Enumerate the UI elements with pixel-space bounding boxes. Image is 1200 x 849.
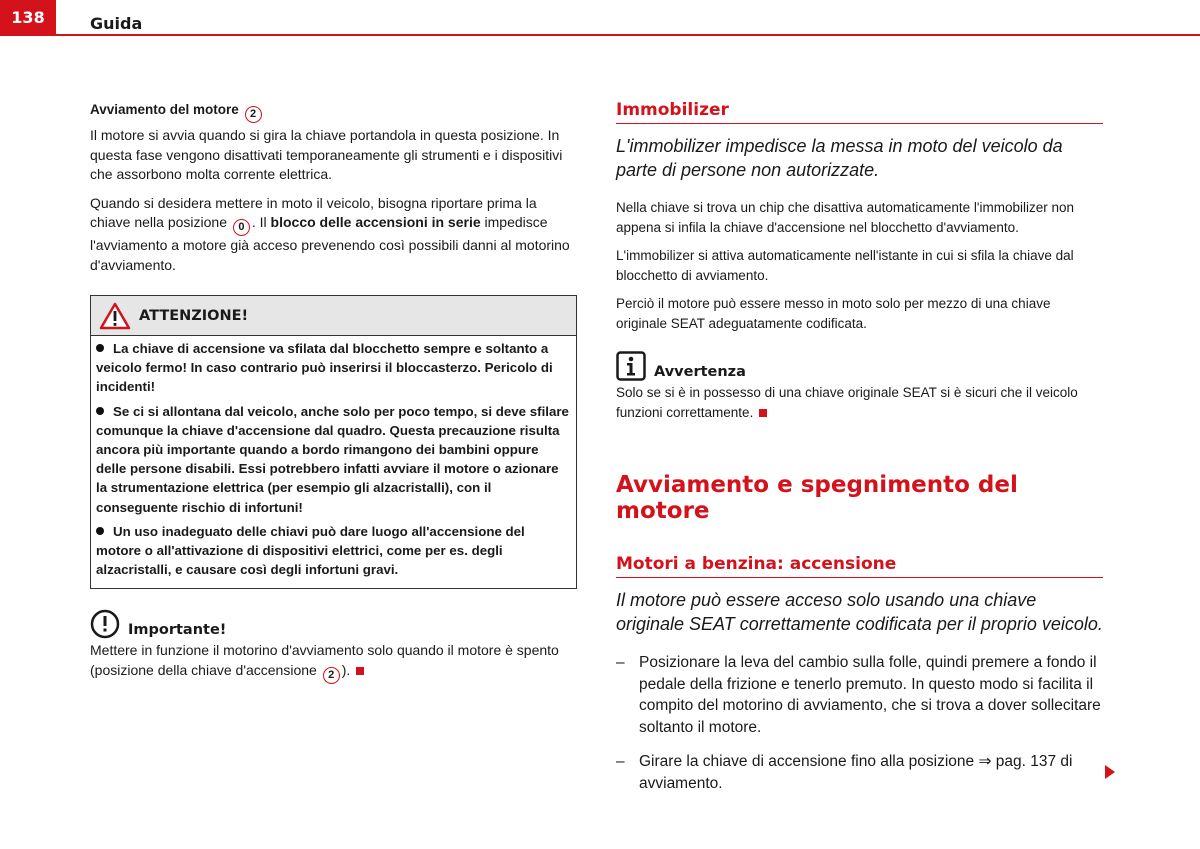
note-header — [616, 351, 1103, 381]
bullet-icon — [96, 344, 104, 352]
position-marker: 2 — [323, 667, 340, 684]
info-icon — [616, 351, 646, 381]
warning-triangle-icon — [99, 302, 131, 330]
position-marker: 2 — [245, 106, 262, 123]
important-header — [90, 609, 577, 639]
section-subtitle — [90, 100, 577, 123]
left-column — [90, 100, 577, 693]
end-mark-icon — [759, 409, 767, 417]
warning-body — [91, 336, 576, 588]
warning-item-text: Se ci si allontana dal veicolo, anche solo per poco tempo, si deve sfilare comunque la chiave d'accensione dal quadro. Questa precauzione risulta ancora più importante quando a bordo rimangono dei bambini oppure delle persone disabili. Essi potrebbero infatti avviare il motore o azionare la strumentazione elettrica (per esempio gli alzacristalli), con il conseguente rischio di infortuni! — [96, 403, 569, 515]
text-run: Quando si desidera mettere in moto il veicolo, bisogna riportare prima la chiave nella posizione — [90, 194, 537, 230]
warning-header — [91, 296, 576, 336]
paragraph — [90, 194, 577, 276]
step-text: Posizionare la leva del cambio sulla folle, quindi premere a fondo il pedale della frizione e tenerlo premuto. In questo modo si facilita il compito del motorino di avviamento, che si trova a dover sollecitare soltanto il motore. — [639, 654, 1101, 736]
warning-item-text: Un uso inadeguato delle chiavi può dare luogo all'accensione del motore o all'attivazione di dispositivi elettrici, come per es. degli alzacristalli, e causare così degli infortuni gravi. — [96, 523, 525, 578]
warning-item — [96, 522, 571, 580]
subtitle-text: Avviamento del motore — [90, 102, 239, 117]
list-item — [616, 652, 1103, 738]
dash-marker: – — [616, 753, 625, 770]
paragraph: Nella chiave si trova un chip che disattiva automaticamente l'immobilizer non appena si infila la chiave d'accensione nel blocchetto d'avviamento. — [616, 200, 1075, 235]
warning-item — [96, 339, 571, 397]
bullet-icon — [96, 407, 104, 415]
right-column — [616, 100, 1103, 807]
paragraph: Perciò il motore può essere messo in moto solo per mezzo di una chiave originale SEAT adeguatamente codificata. — [616, 296, 1051, 331]
position-marker: 0 — [233, 219, 250, 236]
section-heading: Immobilizer — [616, 100, 1103, 124]
section-lead: L'immobilizer impedisce la messa in moto del veicolo da parte di persone non autorizzate. — [616, 136, 1063, 180]
exclamation-circle-icon — [90, 609, 120, 639]
dash-marker: – — [616, 654, 625, 671]
list-item — [616, 751, 1103, 794]
text-run: impedisce l'avviamento a motore già acceso prevenendo così possibili danni al motorino d'avviamento. — [90, 214, 570, 273]
main-heading: Avviamento e spegnimento del motore — [616, 472, 1018, 524]
subsection-lead: Il motore può essere acceso solo usando una chiave originale SEAT correttamente codificata per il proprio veicolo. — [616, 590, 1103, 634]
warning-item-text: La chiave di accensione va sfilata dal blocchetto sempre e soltanto a veicolo fermo! In caso contrario può inserirsi il bloccasterzo. Pericolo di incidenti! — [96, 341, 553, 395]
chapter-title: Guida — [90, 14, 143, 33]
page-number: 138 — [0, 0, 56, 36]
text-run: ). — [341, 661, 351, 678]
important-title: Importante! — [128, 622, 227, 639]
bold-term: blocco delle accensioni in serie — [270, 214, 481, 230]
warning-box — [90, 295, 577, 589]
paragraph: L'immobilizer si attiva automaticamente nell'istante in cui si sfila la chiave dal blocchetto di avviamento. — [616, 248, 1074, 283]
paragraph: Il motore si avvia quando si gira la chiave portandola in questa posizione. In questa fase vengono disattivati temporaneamente gli strumenti e i dispositivi che assorbono molta corrente elettrica. — [90, 127, 563, 182]
end-mark-icon — [356, 667, 364, 675]
continue-arrow-icon — [1105, 765, 1115, 779]
text-run: . Il — [251, 214, 267, 230]
important-text — [90, 641, 577, 684]
warning-title: ATTENZIONE! — [139, 307, 249, 324]
warning-item — [96, 402, 571, 517]
note-text — [616, 383, 1103, 422]
header-rule — [56, 34, 1200, 36]
note-title: Avvertenza — [654, 364, 746, 380]
text-run: Solo se si è in possesso di una chiave originale SEAT si è sicuri che il veicolo funzioni correttamente. — [616, 385, 1078, 420]
subsection-heading: Motori a benzina: accensione — [616, 554, 1103, 578]
step-text: Girare la chiave di accensione fino alla posizione ⇒ pag. 137 di avviamento. — [639, 753, 1073, 792]
text-run: Mettere in funzione il motorino d'avviamento solo quando il motore è spento (posizione della chiave d'accensione — [90, 642, 559, 678]
bullet-icon — [96, 527, 104, 535]
